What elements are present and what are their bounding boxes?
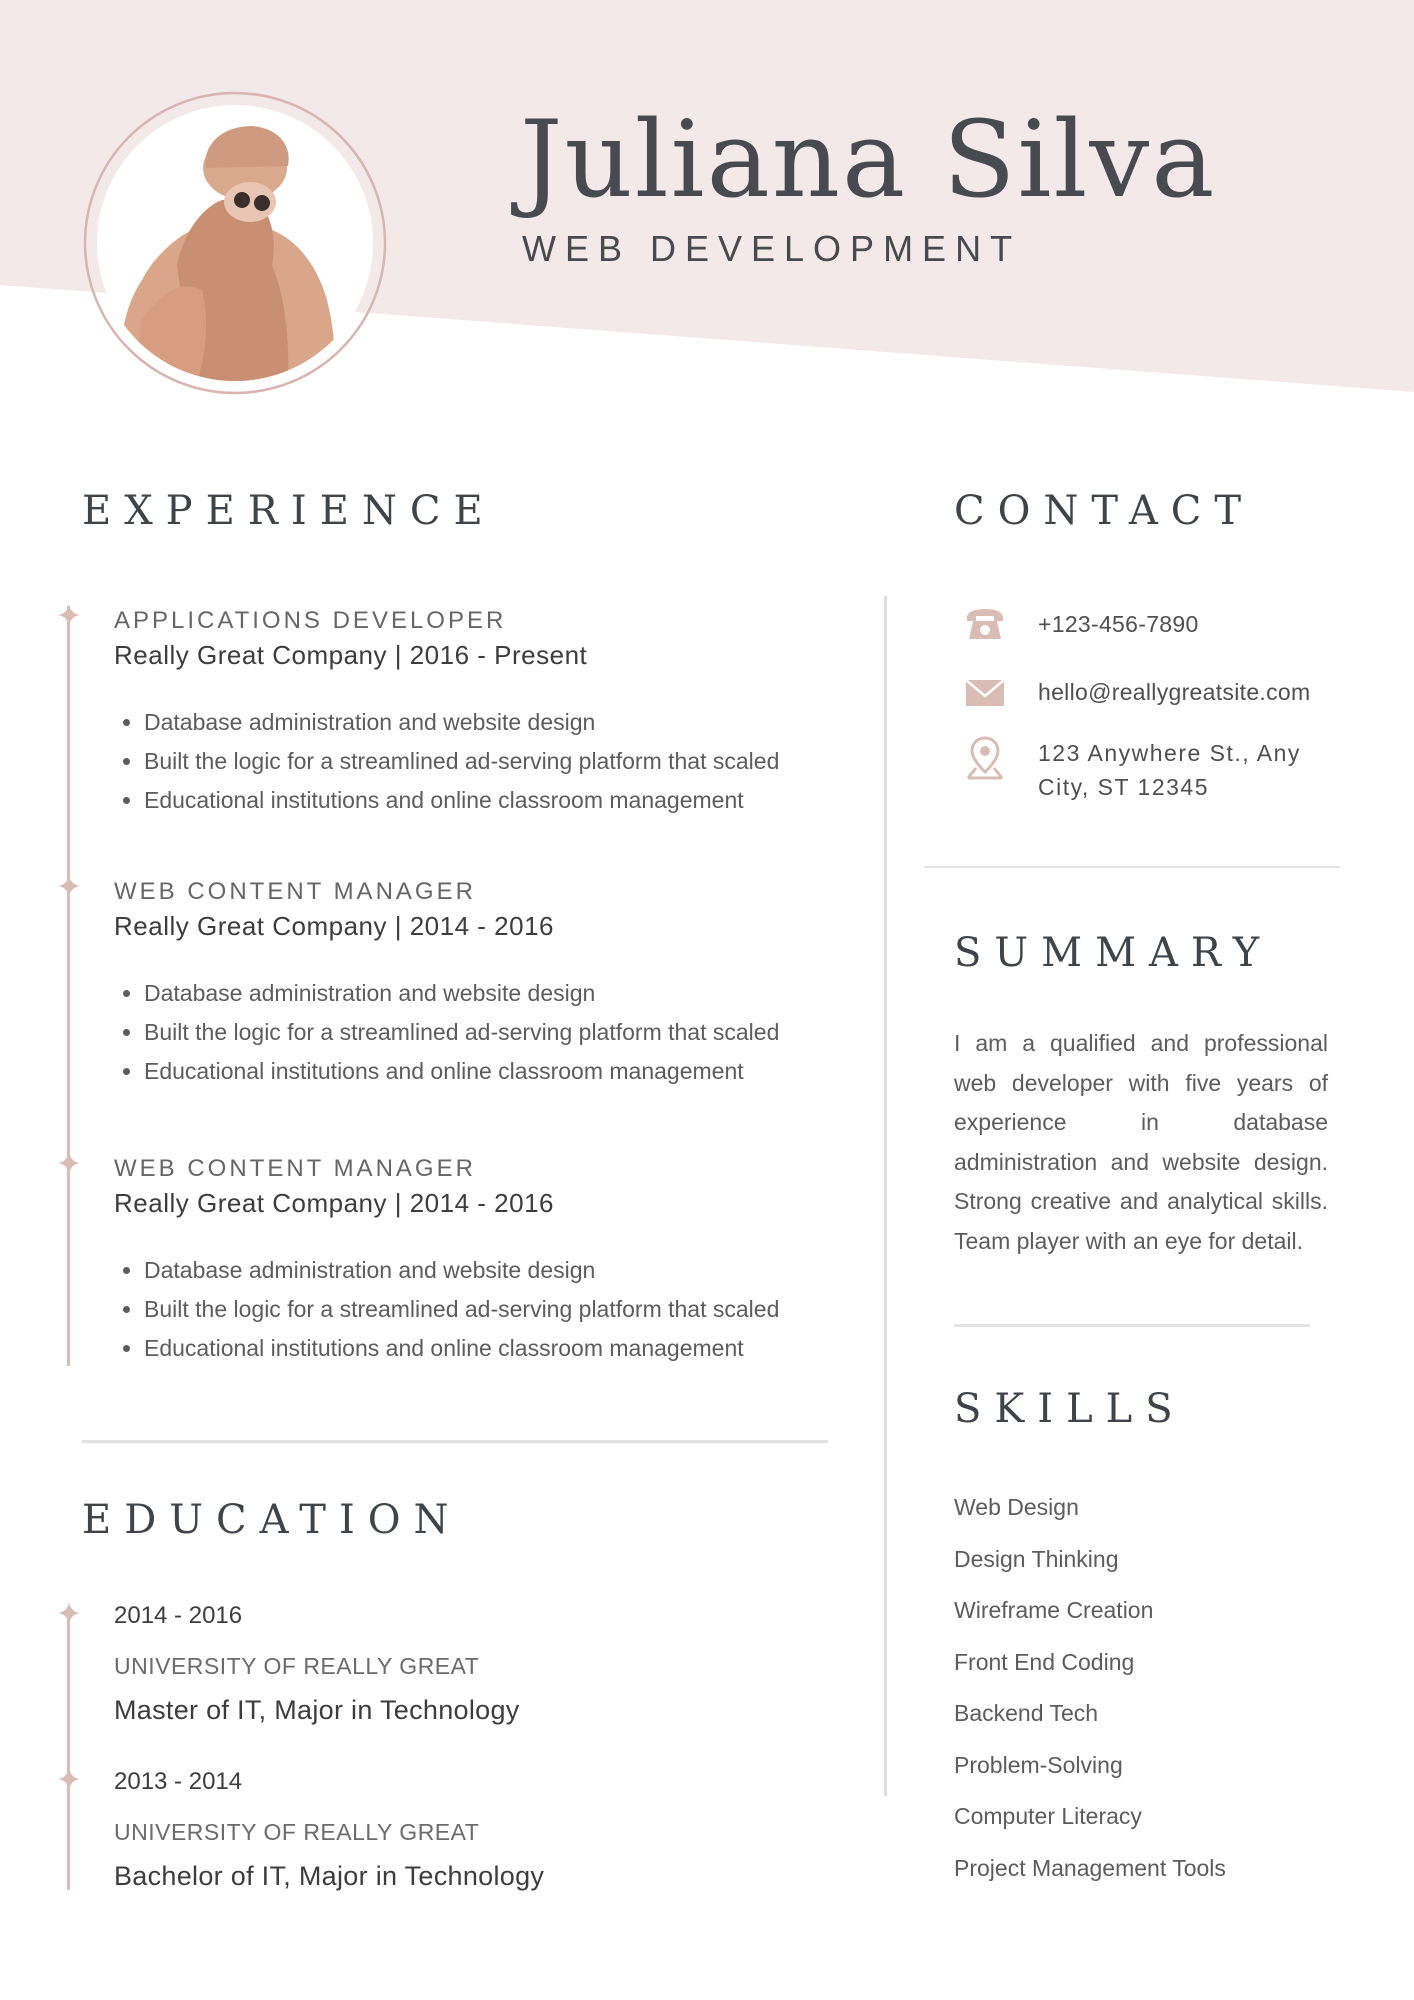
address-line: 123 Anywhere St., Any [1038, 740, 1301, 766]
job-bullet: • Educational institutions and online classroom management [144, 781, 814, 820]
job-company: Really Great Company | 2014 - 2016 [114, 1187, 554, 1218]
address-line: City, ST 12345 [1038, 774, 1210, 800]
education-timeline [58, 1600, 78, 1890]
job-company: Really Great Company | 2016 - Present [114, 639, 588, 670]
contact-address [964, 736, 1338, 804]
contact-email [964, 674, 1310, 710]
candidate-role: WEB DEVELOPMENT [522, 228, 1022, 269]
experience-item [114, 607, 814, 820]
job-title: WEB CONTENT MANAGER [114, 1155, 476, 1182]
job-title: APPLICATIONS DEVELOPER [114, 607, 507, 634]
education-school: UNIVERSITY OF REALLY GREAT [114, 1818, 480, 1845]
mail-icon [964, 674, 1006, 710]
job-bullet: • Built the logic for a streamlined ad-serving platform that scaled [144, 1013, 814, 1052]
star-icon [58, 1602, 80, 1624]
job-bullet: • Database administration and website design [144, 1251, 814, 1290]
job-bullet: • Built the logic for a streamlined ad-serving platform that scaled [144, 742, 814, 781]
star-icon [58, 875, 80, 897]
location-icon [964, 736, 1006, 780]
profile-photo [82, 90, 388, 396]
job-company: Really Great Company | 2014 - 2016 [114, 910, 554, 941]
education-heading: EDUCATION [82, 1497, 462, 1543]
contact-heading: CONTACT [954, 488, 1255, 534]
star-icon [58, 1768, 80, 1790]
star-icon [58, 604, 80, 626]
education-item [114, 1602, 814, 1727]
job-bullets [114, 1251, 814, 1368]
skill-item: Backend Tech [954, 1700, 1099, 1726]
skills-list [954, 1492, 1226, 1904]
summary-text: I am a qualified and professional web developer with five years of experience in database administration and website design. Strong creative and analytical skills. Team player with an eye for detail. [954, 1030, 1328, 1254]
job-bullets [114, 974, 814, 1091]
phone-icon [964, 606, 1006, 642]
skill-item: Front End Coding [954, 1648, 1135, 1675]
column-divider [884, 596, 887, 1796]
star-icon [58, 1152, 80, 1174]
experience-item [114, 878, 814, 1091]
education-degree: Bachelor of IT, Major in Technology [114, 1861, 545, 1892]
skills-heading: SKILLS [954, 1386, 1186, 1432]
postal-address [1038, 736, 1338, 804]
education-degree: Master of IT, Major in Technology [114, 1695, 520, 1726]
skill-item: Project Management Tools [954, 1854, 1226, 1881]
phone-number: +123-456-7890 [1038, 611, 1199, 637]
section-divider [82, 1440, 828, 1443]
job-bullets [114, 703, 814, 820]
skill-item: Problem-Solving [954, 1751, 1123, 1778]
skill-item: Web Design [954, 1494, 1079, 1520]
education-years: 2013 - 2014 [114, 1768, 243, 1795]
experience-item [114, 1155, 814, 1368]
job-bullet: • Educational institutions and online classroom management [144, 1329, 814, 1368]
job-title: WEB CONTENT MANAGER [114, 878, 476, 905]
contact-phone [964, 606, 1199, 642]
section-divider [954, 1324, 1310, 1327]
skill-item: Computer Literacy [954, 1803, 1142, 1829]
job-bullet: • Built the logic for a streamlined ad-serving platform that scaled [144, 1290, 814, 1329]
job-bullet: • Educational institutions and online classroom management [144, 1052, 814, 1091]
email-address: hello@reallygreatsite.com [1038, 679, 1311, 705]
skill-item: Wireframe Creation [954, 1597, 1154, 1623]
experience-heading: EXPERIENCE [82, 488, 496, 534]
job-bullet: • Database administration and website design [144, 703, 814, 742]
skill-item: Design Thinking [954, 1545, 1119, 1572]
education-school: UNIVERSITY OF REALLY GREAT [114, 1652, 480, 1679]
job-bullet: • Database administration and website design [144, 974, 814, 1013]
summary-heading: SUMMARY [954, 930, 1273, 976]
candidate-name: Juliana Silva [520, 98, 1217, 221]
section-divider [924, 866, 1340, 868]
education-item [114, 1768, 814, 1893]
education-years: 2014 - 2016 [114, 1602, 243, 1629]
experience-timeline [58, 596, 78, 1366]
